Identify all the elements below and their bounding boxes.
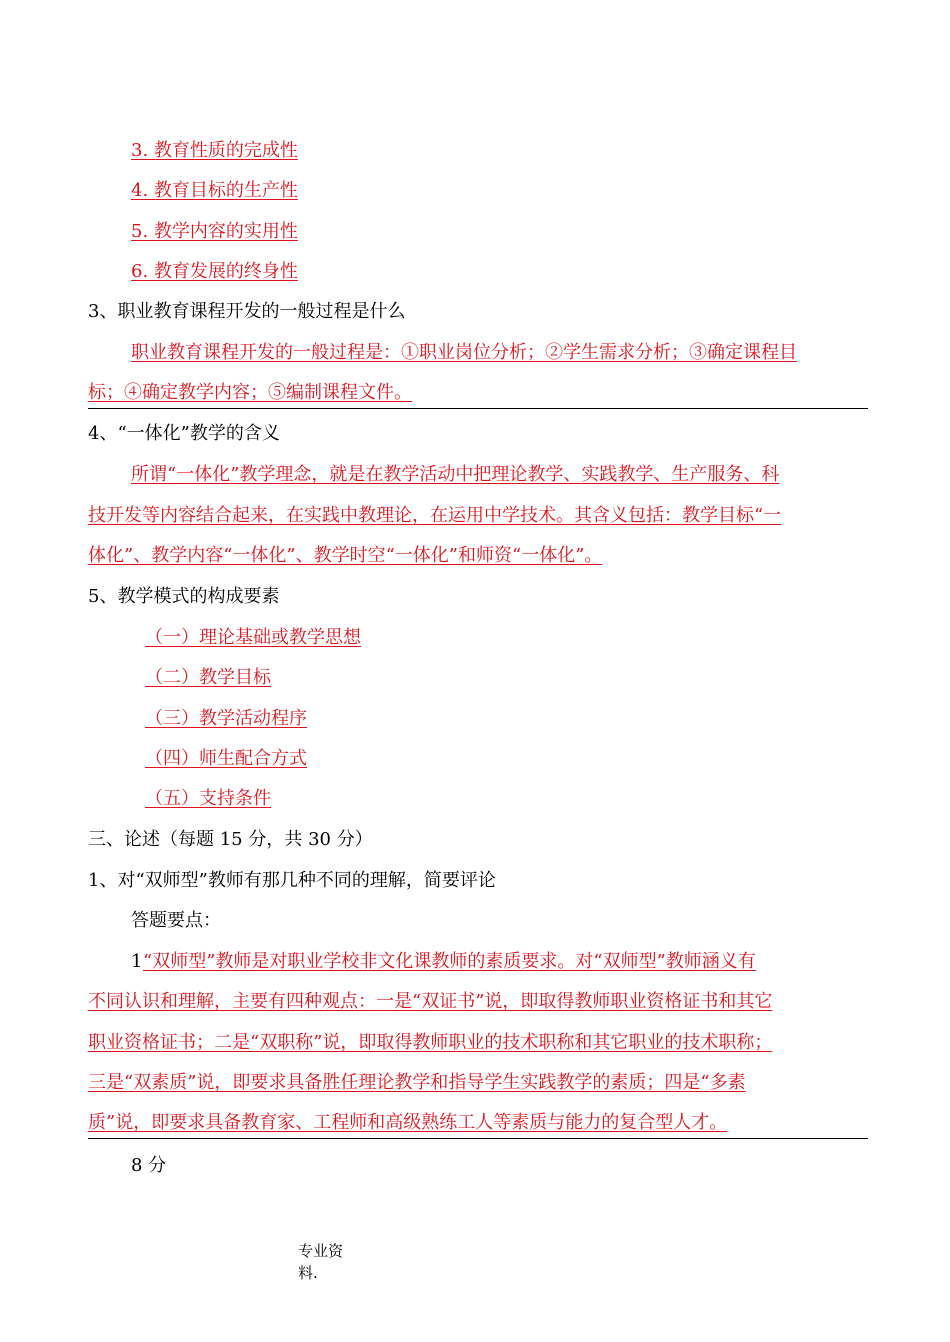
question-4-title: 4、“一体化”教学的含义 xyxy=(88,423,280,444)
list-item: （三）教学活动程序 xyxy=(145,708,307,729)
footer-text: 料. xyxy=(298,1264,318,1282)
answer-number: 1 xyxy=(131,951,143,972)
question-4-answer-line: 体化”、教学内容“一体化”、教学时空“一体化”和师资“一体化”。 xyxy=(88,545,603,566)
list-item: （一）理论基础或教学思想 xyxy=(145,627,361,648)
list-item: 5. 教学内容的实用性 xyxy=(131,221,298,242)
essay-answer-line: 不同认识和理解，主要有四种观点：一是“双证书”说，即取得教师职业资格证书和其它 xyxy=(88,991,773,1012)
essay-answer-line: “双师型”教师是对职业学校非文化课教师的素质要求。对“双师型”教师涵义有 xyxy=(143,951,756,972)
list-item: 6. 教育发展的终身性 xyxy=(131,261,298,282)
list-item: （二）教学目标 xyxy=(145,667,271,688)
footer-text: 专业资 xyxy=(298,1242,344,1260)
list-item: 3. 教育性质的完成性 xyxy=(131,140,298,161)
question-4-answer-line: 技开发等内容结合起来，在实践中教理论，在运用中学技术。其含义包括：教学目标“一 xyxy=(88,505,782,526)
divider xyxy=(88,408,868,409)
section-title: 三、论述（每题 15 分，共 30 分） xyxy=(88,829,373,850)
essay-question-1-title: 1、对“双师型”教师有那几种不同的理解，简要评论 xyxy=(88,870,496,891)
score-label: 8 分 xyxy=(131,1155,167,1176)
question-3-answer-line: 标；④确定教学内容；⑤编制课程文件。 xyxy=(88,382,412,403)
list-item: （四）师生配合方式 xyxy=(145,748,307,769)
question-3-title: 3、职业教育课程开发的一般过程是什么 xyxy=(88,301,406,322)
list-item: （五）支持条件 xyxy=(145,788,271,809)
essay-answer-line: 三是“双素质”说，即要求具备胜任理论教学和指导学生实践教学的素质；四是“多素 xyxy=(88,1072,746,1093)
question-5-title: 5、教学模式的构成要素 xyxy=(88,586,280,607)
list-item: 4. 教育目标的生产性 xyxy=(131,180,298,201)
essay-answer-line: 质”说，即要求具备教育家、工程师和高级熟练工人等素质与能力的复合型人才。 xyxy=(88,1112,728,1133)
essay-answer-line: 职业资格证书；二是“双职称”说，即取得教师职业的技术职称和其它职业的技术职称； xyxy=(88,1032,773,1053)
question-4-answer-line: 所谓“一体化”教学理念，就是在教学活动中把理论教学、实践教学、生产服务、科 xyxy=(131,464,780,485)
key-points-label: 答题要点： xyxy=(131,910,221,931)
divider xyxy=(88,1138,868,1139)
question-3-answer-line: 职业教育课程开发的一般过程是：①职业岗位分析；②学生需求分析；③确定课程目 xyxy=(131,342,797,363)
